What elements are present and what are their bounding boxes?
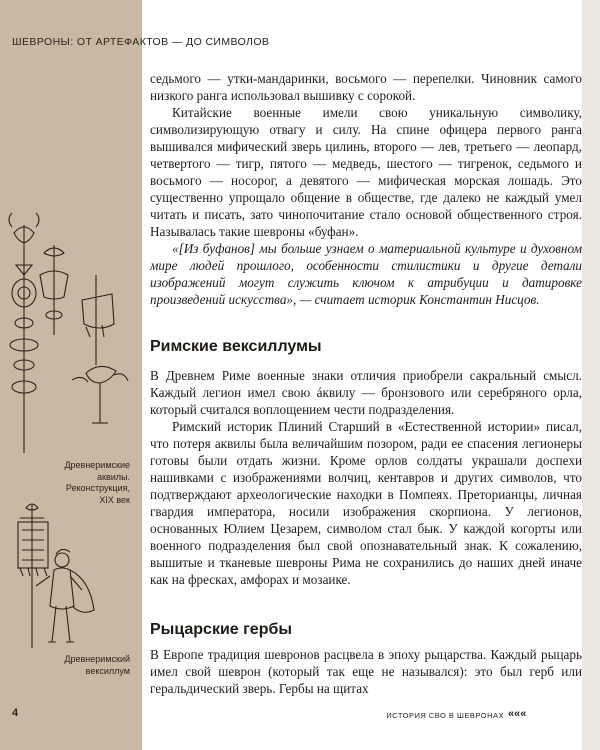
text-block-roman: [150, 367, 582, 588]
running-header: ШЕВРОНЫ: ОТ АРТЕФАКТОВ — ДО СИМВОЛОВ: [12, 36, 270, 48]
aquilae-illustration: [2, 205, 142, 455]
caption-line: Реконструкция,: [65, 483, 130, 493]
text-block-chinese: [150, 70, 582, 308]
caption-line: аквилы.: [97, 471, 130, 482]
heading-knight-arms: Рыцарские гербы: [150, 621, 293, 638]
caption-line: Древнеримские: [64, 460, 130, 470]
text-block-knights: [150, 646, 582, 697]
page-edge: [582, 0, 600, 750]
paragraph: Китайские военные имели свою уникальную символику, символизирующую отвагу и силу. На спине офицера первого ранга вышивался мифический зверь цилинь, второго — лев, третьего — леопард, четвертого — тигр, пятого — медведь, шестого — тигренок, седьмого и восьмого — носорог, а девятого — мифическая морская лошадь. Это существенно упрощало общение в обществе, где далеко не каждый умел читать и писать, зато чинопочитание стало основой общественного строя. Называлась такие шевроны «буфан».: [150, 105, 582, 239]
vexillum-illustration: [4, 500, 124, 650]
paragraph: В Европе традиция шевронов расцвела в эпоху рыцарства. Каждый рыцарь имел свой шеврон (который так еще не назывался): это был герб или геральдический зверь. Гербы на щитах: [150, 647, 582, 696]
footer-mark: «««: [508, 708, 527, 720]
caption-line: XIX век: [99, 494, 130, 505]
caption-line: Древнеримский: [64, 654, 130, 664]
paragraph: В Древнем Риме военные знаки отличия приобрели сакральный смысл. Каждый легион имел свою áквилу — бронзового или серебряного орла, который считался воплощением чести подразделения.: [150, 368, 582, 417]
running-footer: ИСТОРИЯ СВО В ШЕВРОНАХ: [386, 711, 504, 720]
heading-roman-vexilla: Римские вексиллумы: [150, 338, 322, 355]
quote-paragraph: «[Из буфанов] мы больше узнаем о материальной культуре и духовном мире людей прошлого, особенности стилистики и другие детали изображений могут служить ключом к атрибуции и датировке произведений искусства», — считает историк Константин Нисцов.: [150, 241, 582, 307]
caption-line: вексиллум: [85, 665, 130, 676]
page-number: 4: [12, 707, 19, 719]
paragraph: седьмого — утки-мандаринки, восьмого — перепелки. Чиновник самого низкого ранга использовал вышивку с сорокой.: [150, 71, 582, 103]
paragraph: Римский историк Плиний Старший в «Естественной истории» писал, что потеря аквилы была величайшим позором, ради ее спасения легионеры готовы были отдать жизни. Кроме орлов солдаты украшали доспехи нашивками с изображениями волчиц, кентавров и других символов, что подтверждают археологические находки в Помпеях. Преторианцы, личная гвардия императора, носили изображения скорпиона. У легионов, основанных Юлием Цезарем, символом стал бык. У каждой когорты или военного подразделения был свой опознавательный знак. К сожалению, вышитые и тканевые шевроны Рима не сохранились до наших дней иначе как на фресках, амфорах и мозаике.: [150, 419, 582, 587]
caption-vexillum: [0, 654, 130, 677]
